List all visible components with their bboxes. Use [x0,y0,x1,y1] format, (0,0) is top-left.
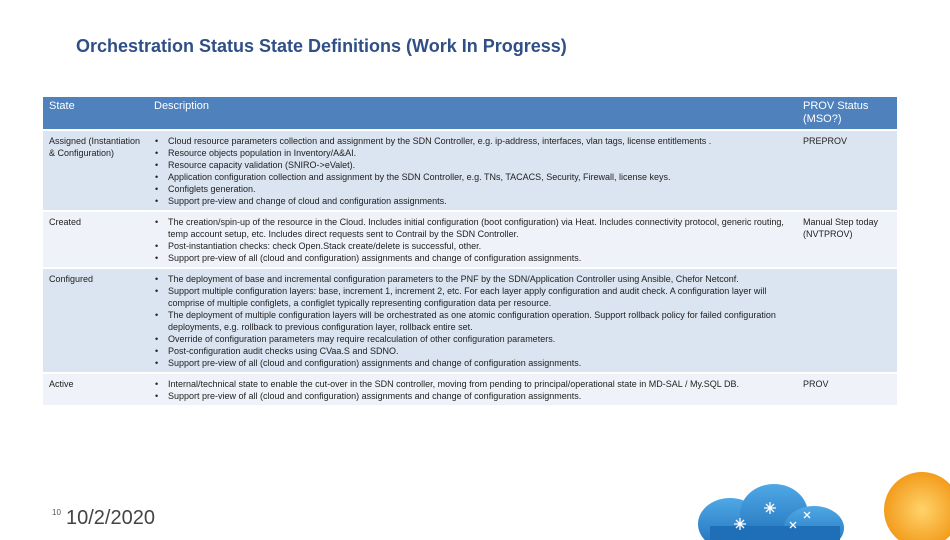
list-item: • Application configuration collection and assignment by the SDN Controller, e.g. TNs, TACACS, Security, Firewall, license keys. [154,171,791,183]
cloud-logo-icon [690,448,950,540]
description-cell [148,374,797,405]
slide-number: 10 [52,508,61,517]
description-cell [148,212,797,267]
list-item: • Support pre-view of all (cloud and configuration) assignments and change of configuration assignments. [154,357,791,369]
header-prov-status: PROV Status (MSO?) [797,97,897,129]
state-cell: Configured [43,269,148,372]
list-item: • Override of configuration parameters may require recalculation of other configuration parameters. [154,333,791,345]
table-row [43,269,897,372]
state-cell: Active [43,374,148,405]
list-item: • Support pre-view of all (cloud and configuration) assignments and change of configuration assignments. [154,390,791,402]
page-title: Orchestration Status State Definitions (Work In Progress) [76,36,567,56]
description-cell [148,131,797,210]
list-item: • The deployment of multiple configuration layers will be orchestrated as one atomic configuration operation. Support rollback policy for failed configuration deployments, e.g. rollback to previous configuration layer, rollback entire set. [154,309,791,333]
sun-logo-icon [884,472,950,540]
state-cell: Created [43,212,148,267]
state-definitions-table [43,95,897,407]
prov-status-cell [797,269,897,372]
list-item: • The creation/spin-up of the resource in the Cloud. Includes initial configuration (boot configuration) via Heat. Includes connectivity protocol, generic routing, temp account setup, etc. Includes direct requests sent to Contrail by the SDN Controller. [154,216,791,240]
footer-date: 10/2/2020 [66,507,155,529]
table-row [43,374,897,405]
list-item: • Post-instantiation checks: check Open.Stack create/delete is successful, other. [154,240,791,252]
prov-status-cell: Manual Step today (NVTPROV) [797,212,897,267]
bullet-list [154,135,791,207]
header-description: Description [148,97,797,129]
state-cell: Assigned (Instantiation & Configuration) [43,131,148,210]
table-row [43,212,897,267]
list-item: • Cloud resource parameters collection and assignment by the SDN Controller, e.g. ip-address, interfaces, vlan tags, license entitlements . [154,135,791,147]
bullet-list [154,273,791,369]
header-state: State [43,97,148,129]
description-cell [148,269,797,372]
list-item: • Support multiple configuration layers: base, increment 1, increment 2, etc. For each layer apply configuration and audit check. A configuration layer will comprise of multiple configlets, a configlet typically representing configuration data per resource. [154,285,791,309]
list-item: • Support pre-view of all (cloud and configuration) assignments and change of configuration assignments. [154,252,791,264]
list-item: • The deployment of base and incremental configuration parameters to the PNF by the SDN/Application Controller using Ansible, Chefor Netconf. [154,273,791,285]
list-item: • Internal/technical state to enable the cut-over in the SDN controller, moving from pending to principal/operational state in MD-SAL / My.SQL DB. [154,378,791,390]
bullet-list [154,216,791,264]
list-item: • Configlets generation. [154,183,791,195]
list-item: • Post-configuration audit checks using CVaa.S and SDNO. [154,345,791,357]
list-item: • Resource objects population in Inventory/A&AI. [154,147,791,159]
table-row [43,131,897,210]
list-item: • Resource capacity validation (SNIRO->eValet). [154,159,791,171]
table-header-row [43,97,897,129]
list-item: • Support pre-view and change of cloud and configuration assignments. [154,195,791,207]
cloud-shape [698,484,844,540]
prov-status-cell: PREPROV [797,131,897,210]
prov-status-cell: PROV [797,374,897,405]
bullet-list [154,378,791,402]
